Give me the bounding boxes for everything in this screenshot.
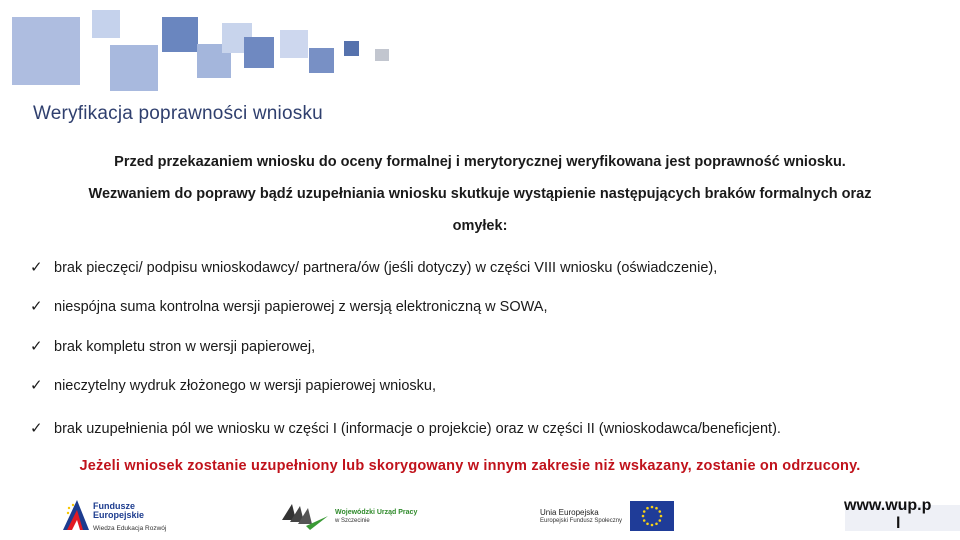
wup-logo-line-1: Wojewódzki Urząd Pracy (335, 509, 418, 516)
list-item (30, 419, 781, 437)
deco-square (244, 37, 274, 68)
list-item-text: brak kompletu stron w wersji papierowej, (54, 339, 316, 355)
list-item (30, 297, 547, 315)
page-title: Weryfikacja poprawności wniosku (33, 103, 323, 124)
list-item (30, 258, 717, 276)
check-icon: ✓ (30, 298, 43, 315)
website-line-2: l (896, 515, 901, 532)
list-item (30, 376, 436, 394)
fundusze-europejskie-logo-icon (63, 500, 89, 530)
list-item-text: niespójna suma kontrolna wersji papierowej z wersją elektroniczną w SOWA, (54, 299, 548, 315)
list-item-text: nieczytelny wydruk złożonego w wersji papierowej wniosku, (54, 378, 437, 394)
fe-logo-line-3: Wiedza Edukacja Rozwój (93, 525, 167, 532)
deco-square (280, 30, 308, 58)
ue-logo-line-1: Unia Europejska (540, 508, 599, 517)
deco-square (92, 10, 120, 38)
wup-logo-line-2: w Szczecinie (335, 518, 370, 524)
wup-logo-icon (280, 498, 330, 530)
fe-logo-line-2: Europejskie (93, 510, 145, 520)
eu-flag-icon (630, 501, 674, 531)
intro-line-3: omyłek: (452, 218, 508, 234)
deco-square (344, 41, 359, 56)
list-item-text: brak uzupełnienia pól we wniosku w części I (informacje o projekcie) oraz w części II (wnioskodawca/beneficjent). (54, 421, 781, 437)
deco-square (12, 17, 80, 85)
rejection-warning: Jeżeli wniosek zostanie uzupełniony lub skorygowany w innym zakresie niż wskazany, zostanie on odrzucony. (79, 458, 861, 474)
deco-square (162, 17, 198, 52)
list-item (30, 337, 315, 355)
deco-square (110, 45, 158, 91)
deco-square (309, 48, 334, 73)
check-icon: ✓ (30, 338, 43, 355)
website-line-1: www.wup.p (844, 497, 932, 514)
check-icon: ✓ (30, 377, 43, 394)
ue-logo-line-2: Europejski Fundusz Społeczny (540, 518, 623, 524)
check-icon: ✓ (30, 420, 43, 437)
check-icon: ✓ (30, 259, 43, 276)
intro-line-2: Wezwaniem do poprawy bądź uzupełniania wniosku skutkuje wystąpienie następujących braków formalnych oraz (88, 186, 872, 202)
deco-square (375, 49, 389, 61)
fe-logo-line-1: Fundusze (93, 501, 135, 511)
intro-line-1: Przed przekazaniem wniosku do oceny formalnej i merytorycznej weryfikowana jest poprawność wniosku. (114, 154, 846, 170)
website-link[interactable] (844, 497, 956, 533)
list-item-text: brak pieczęci/ podpisu wnioskodawcy/ partnera/ów (jeśli dotyczy) w części VIII wniosku (oświadczenie), (54, 260, 718, 276)
footer-logos (0, 488, 960, 540)
